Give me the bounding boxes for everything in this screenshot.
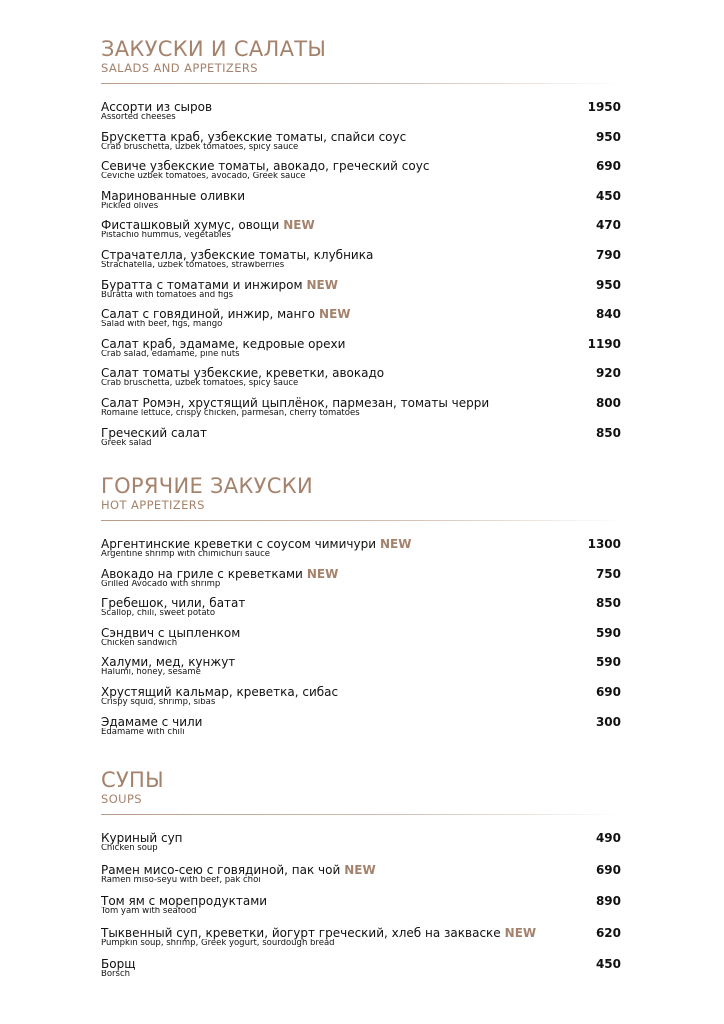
menu-item-description: Crab bruschetta, uzbek tomatoes, spicy sauce [101, 379, 299, 389]
menu-item [101, 958, 623, 990]
menu-item-description: Crispy squid, shrimp, sibas [101, 697, 216, 707]
menu-item [101, 568, 623, 598]
menu-item-name-text: Маринованные оливки [101, 189, 246, 203]
menu-item-price: 840 [595, 307, 621, 322]
menu-item-description: Greek salad [101, 438, 152, 448]
menu-item [101, 338, 623, 368]
menu-item-description: Grilled Avocado with shrimp [101, 579, 221, 589]
menu-item-name-text: Эдамаме с чили [101, 715, 203, 729]
menu-item-description: Halumi, honey, sesame [101, 668, 201, 678]
menu-item-description: Buratta with tomatoes and figs [101, 290, 234, 300]
menu-item-price: 300 [595, 714, 621, 729]
new-badge: NEW [283, 219, 315, 233]
menu-item-description: Ceviche uzbek tomatoes, avocado, Greek sauce [101, 172, 306, 182]
menu-item-name-text: Борщ [101, 958, 136, 971]
new-badge: NEW [344, 863, 376, 877]
menu-item-description: Borsch [101, 970, 131, 979]
menu-item-price: 590 [595, 655, 621, 670]
menu-item-price: 450 [595, 188, 621, 203]
menu-item-description: Chicken soup [101, 844, 158, 853]
menu-items-list [101, 101, 623, 456]
section-title: ГОРЯЧИЕ ЗАКУСКИ [101, 474, 313, 498]
menu-item-name-text: Фисташковый хумус, овощи [101, 219, 280, 233]
menu-item-name-text: Ассорти из сыров [101, 101, 213, 114]
menu-item [101, 895, 623, 927]
menu-item-price: 690 [595, 684, 621, 699]
menu-item [101, 279, 623, 309]
menu-item [101, 249, 623, 279]
menu-item [101, 131, 623, 161]
menu-item-name-text: Страчателла, узбекские томаты, клубника [101, 248, 374, 262]
menu-item-description: Pumpkin soup, shrimp, Greek yogurt, sourdough bread [101, 938, 335, 948]
menu-item [101, 597, 623, 627]
menu-item-name-text: Аргентинские креветки с соусом чимичури [101, 538, 376, 551]
new-badge: NEW [380, 538, 412, 551]
menu-item-price: 790 [595, 247, 621, 262]
menu-item-description: Tom yam with seafood [101, 907, 197, 916]
menu-item-price: 1300 [587, 537, 621, 551]
menu-item-price: 690 [595, 862, 621, 877]
menu-item-description: Edamame with chili [101, 727, 185, 737]
menu-item-description: Pickled olives [101, 201, 159, 211]
menu-item-description: Pistachio hummus, vegetables [101, 231, 231, 241]
menu-item-name-text: Хрустящий кальмар, креветка, сибас [101, 685, 339, 699]
menu-item [101, 397, 623, 427]
menu-item-price: 950 [595, 277, 621, 292]
section-divider [101, 814, 623, 815]
menu-item-name-text: Салат Ромэн, хрустящий цыплёнок, пармезан, томаты черри [101, 396, 490, 410]
menu-item [101, 656, 623, 686]
section-divider [101, 520, 623, 521]
menu-item-price: 1950 [587, 100, 621, 114]
menu-item [101, 219, 623, 249]
menu-item-name-text: Том ям с морепродуктами [101, 895, 268, 908]
menu-item [101, 716, 623, 746]
new-badge: NEW [306, 278, 338, 292]
menu-item-description: Crab salad, edamame, pine nuts [101, 349, 240, 359]
section-salads-appetizers [101, 38, 623, 456]
new-badge: NEW [306, 567, 339, 581]
new-badge: NEW [504, 926, 537, 940]
section-title: ЗАКУСКИ И САЛАТЫ [101, 37, 327, 61]
menu-item-price: 620 [595, 925, 621, 940]
menu-item-description: Chicken sandwich [101, 638, 178, 648]
menu-item-description: Ramen miso-seyu with beef, pak choi [101, 875, 261, 885]
menu-items-list [101, 832, 623, 990]
menu-items-list [101, 538, 623, 745]
menu-item-description: Romaine lettuce, crispy chicken, parmesan, cherry tomatoes [101, 408, 360, 418]
menu-item [101, 864, 623, 896]
menu-item [101, 308, 623, 338]
menu-item-price: 490 [595, 831, 621, 845]
menu-item-description: Salad with beef, figs, mango [101, 320, 223, 330]
menu-item-price: 890 [595, 894, 621, 908]
menu-item-description: Strachatella, uzbek tomatoes, strawberries [101, 260, 285, 270]
section-divider [101, 83, 623, 84]
menu-item-price: 950 [595, 129, 621, 144]
menu-item [101, 686, 623, 716]
menu-item-name-text: Куриный суп [101, 832, 183, 845]
menu-item [101, 160, 623, 190]
menu-item-description: Crab bruschetta, uzbek tomatoes, spicy sauce [101, 142, 299, 152]
section-hot-appetizers [101, 475, 623, 745]
menu-item-name-text: Салат краб, эдамаме, кедровые орехи [101, 337, 346, 351]
menu-item [101, 927, 623, 959]
menu-item-price: 800 [595, 395, 621, 410]
menu-item-name-text: Греческий салат [101, 426, 208, 440]
menu-item-price: 850 [595, 425, 621, 440]
menu-item-name-text: Буратта с томатами и инжиром [101, 278, 303, 292]
menu-item-price: 1190 [587, 336, 621, 351]
menu-item-description: Assorted cheeses [101, 113, 176, 122]
menu-item-name-text: Халуми, мед, кунжут [101, 656, 236, 670]
menu-item-description: Scallop, chili, sweet potato [101, 609, 216, 619]
section-soups [101, 769, 623, 990]
menu-item-name-text: Рамен мисо-сею с говядиной, пак чой [101, 863, 341, 877]
menu-item-description: Argentine shrimp with chimichuri sauce [101, 550, 270, 559]
menu-item [101, 367, 623, 397]
menu-item-price: 920 [595, 366, 621, 381]
menu-item [101, 627, 623, 657]
menu-item-name-text: Авокадо на гриле с креветками [101, 567, 303, 581]
menu-item-name-text: Салат с говядиной, инжир, манго [101, 308, 316, 322]
section-title: СУПЫ [101, 768, 164, 792]
menu-item-name-text: Севиче узбекские томаты, авокадо, греческий соус [101, 160, 430, 174]
menu-item-name-text: Гребешок, чили, батат [101, 597, 246, 611]
section-subtitle: SALADS AND APPETIZERS [101, 61, 258, 75]
menu-item-name-text: Брускетта краб, узбекские томаты, спайси соус [101, 130, 407, 144]
section-subtitle: SOUPS [101, 792, 143, 806]
menu-item-price: 470 [595, 218, 621, 233]
menu-item-price: 590 [595, 625, 621, 640]
new-badge: NEW [319, 308, 351, 322]
menu-item-name-text: Тыквенный суп, креветки, йогурт греческий, хлеб на закваске [101, 926, 501, 940]
section-subtitle: HOT APPETIZERS [101, 498, 205, 512]
menu-item-price: 850 [595, 596, 621, 611]
menu-item [101, 190, 623, 220]
menu-item [101, 832, 623, 864]
menu-item-name-text: Сэндвич с цыпленком [101, 626, 241, 640]
menu-item [101, 538, 623, 568]
menu-item-price: 750 [595, 566, 621, 581]
menu-item [101, 427, 623, 457]
menu-item [101, 101, 623, 131]
menu-item-price: 450 [595, 957, 621, 971]
menu-item-name-text: Салат томаты узбекские, креветки, авокадо [101, 367, 385, 381]
menu-item-price: 690 [595, 159, 621, 174]
